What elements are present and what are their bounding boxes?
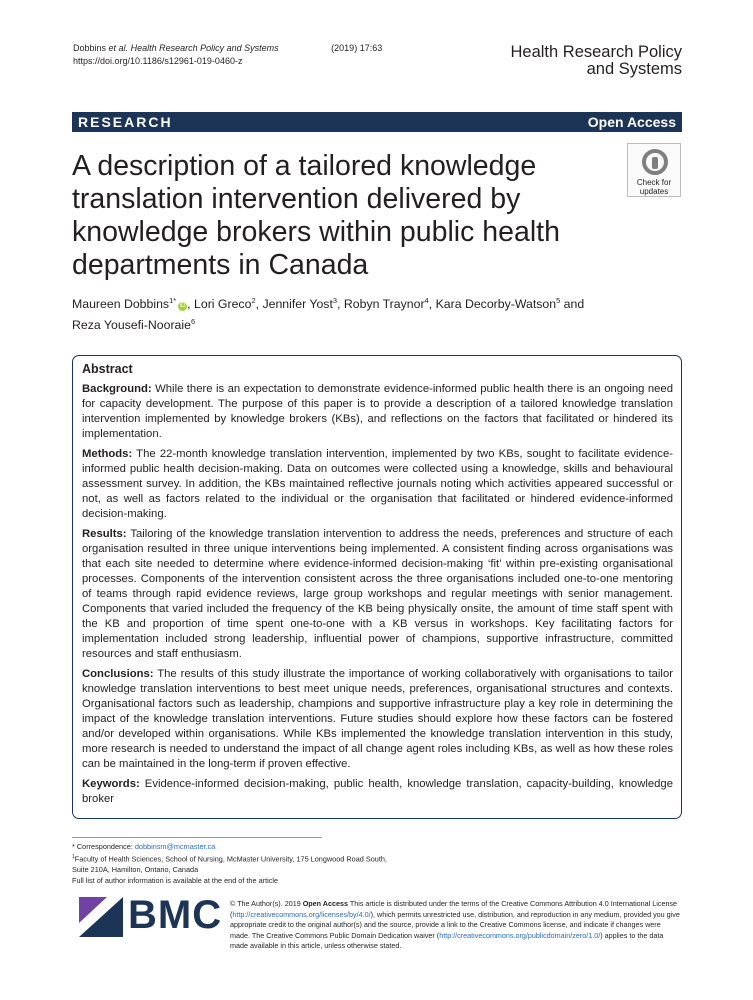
- conclusions-label: Conclusions:: [82, 668, 154, 680]
- author-sep: ,: [337, 297, 344, 312]
- bmc-logo: [72, 891, 223, 941]
- bmc-logo-text: BMC: [128, 893, 223, 937]
- author-affil: 2: [251, 296, 256, 305]
- check-for-updates-label: [628, 178, 680, 196]
- abstract-methods: [82, 447, 673, 522]
- license-text-3: ) applies to the data made available in this article, unless otherwise stated.: [230, 930, 664, 950]
- license-copyright: © The Author(s). 2019: [230, 899, 303, 908]
- bmc-logo-mark-accent: [79, 897, 107, 923]
- cite-authors: Dobbins: [73, 43, 107, 53]
- license-statement: [230, 899, 682, 952]
- license-text-1: This article is distributed under the terms of the Creative Commons Attribution 4.0 International License (: [230, 899, 678, 919]
- methods-label: Methods:: [82, 448, 133, 460]
- abstract-background: [82, 382, 673, 442]
- license-text-2: ), which permits unrestricted use, distribution, and reproduction in any medium, provided you give appropriate credit to the original author(s) and the source, provide a link to the Creative Commons license, and indicate if changes were made. The Creative Commons Public Domain Dedication waiver (: [230, 909, 680, 940]
- author-and: and: [560, 297, 585, 312]
- background-label: Background:: [82, 383, 152, 395]
- author-sep: ,: [428, 297, 436, 312]
- author-affil: 5: [556, 296, 561, 305]
- author-affil: 3: [332, 296, 338, 305]
- author-affil: 1*: [169, 296, 177, 305]
- abstract-box: [72, 355, 682, 819]
- check-for-updates-badge[interactable]: [627, 143, 681, 197]
- affiliation: [72, 852, 392, 875]
- correspondence: [72, 841, 392, 852]
- check-label-line2: updates: [639, 187, 669, 196]
- check-label-line1: Check for: [636, 178, 672, 187]
- correspondence-email-link[interactable]: dobbinsm@mcmaster.ca: [134, 842, 216, 851]
- citation-header: [73, 42, 382, 68]
- keywords-text: Evidence-informed decision-making, public health, knowledge translation, capacity-building, knowledge broker: [82, 778, 673, 805]
- journal-title-line2: and Systems: [586, 60, 682, 78]
- abstract-results: [82, 527, 673, 662]
- section-banner: [72, 112, 682, 132]
- crossmark-icon: [642, 149, 668, 175]
- author-sep: ,: [187, 297, 195, 312]
- section-label: RESEARCH: [78, 114, 173, 130]
- correspondence-label: * Correspondence:: [72, 842, 135, 851]
- methods-text: The 22-month knowledge translation intervention, implemented by two KBs, sought to facilitate evidence-informed public health decision-making. Data on outcomes were collected using a knowledge, skills and behavioural assessment survey. In addition, the KBs maintained reflective journals noting which activities appeared successful or not, as well as factors related to the individual or the organisation that facilitated or hindered evidence-informed decision-making.: [82, 448, 673, 520]
- results-text: Tailoring of the knowledge translation intervention to address the needs, preferences and structure of each organisation resulted in three unique interventions being implemented. A consistent finding across organisations was that each site needed to determine where evidence-informed decision-making ‘fit’ within pre-existing organisational processes. Components of the intervention consistent across the three organisations included one-to-one mentoring of teams through rapid evidence reviews, large group workshops and regular meetings with senior management. Components that varied included the frequency of the KB being physically onsite, the amount of time staff spent with the KB and proportion of time spent one-to-one with a KB versus in workshops. Key facilitating factors for implementation included strong leadership, influential power of champions, supportive infrastructure, committed resources and staff enthusiasm.: [82, 528, 673, 660]
- abstract-keywords: [82, 777, 673, 807]
- results-label: Results:: [82, 528, 127, 540]
- journal-title: [511, 44, 683, 78]
- footnote-divider: [72, 837, 322, 838]
- article-title: A description of a tailored knowledge translation intervention delivered by knowledge brokers within public health departments in Canada: [72, 150, 560, 281]
- footnotes: [72, 841, 392, 886]
- author-affil: 6: [190, 317, 196, 327]
- affiliation-number: 1: [72, 854, 75, 860]
- author-name: Lori Greco: [194, 297, 252, 312]
- cite-year-volume: (2019) 17:63: [331, 43, 383, 53]
- license-cc-by-link[interactable]: http://creativecommons.org/licenses/by/4.0/: [232, 909, 371, 919]
- author-name: Jennifer Yost: [262, 297, 333, 312]
- keywords-label: Keywords:: [82, 778, 140, 790]
- journal-title-line1: Health Research Policy: [510, 43, 682, 61]
- abstract-conclusions: [82, 667, 673, 772]
- author-name: Maureen Dobbins: [72, 297, 170, 312]
- cite-etal: et al.: [108, 43, 129, 53]
- full-author-info-note: Full list of author information is available at the end of the article: [72, 876, 279, 886]
- abstract-heading: Abstract: [82, 362, 133, 376]
- author-affil: 4: [424, 296, 429, 305]
- background-text: While there is an expectation to demonstrate evidence-informed public health there is an ongoing need for capacity development. The purpose of this paper is to provide a description of a tailored knowledge translation intervention implemented by knowledge brokers (KBs), and reflections on the factors that facilitated or hindered its implementation.: [82, 383, 673, 440]
- orcid-icon[interactable]: iD: [179, 303, 186, 310]
- author-name: Kara Decorby-Watson: [435, 297, 557, 312]
- license-open-access: Open Access: [302, 899, 348, 908]
- author-sep: ,: [255, 297, 263, 312]
- doi-link[interactable]: https://doi.org/10.1186/s12961-019-0460-z: [73, 56, 243, 66]
- author-name: Robyn Traynor: [343, 297, 425, 312]
- license-cc0-link[interactable]: http://creativecommons.org/publicdomain/zero/1.0/: [439, 930, 601, 940]
- author-name: Reza Yousefi-Nooraie: [72, 318, 191, 333]
- open-access-label: Open Access: [587, 114, 676, 130]
- author-list: [72, 292, 632, 334]
- affiliation-text: Faculty of Health Sciences, School of Nursing, McMaster University, 175 Longwood Road South, Suite 210A, Hamilton, Ontario, Canada: [72, 854, 387, 875]
- cite-journal: Health Research Policy and Systems: [130, 43, 279, 53]
- conclusions-text: The results of this study illustrate the importance of working collaboratively with organisations to tailor knowledge translation interventions to best meet unique needs, preferences, organisational structures and contexts. Organisational factors such as leadership, champions and supportive infrastructure play a key role in determining the impact of the knowledge translation interventions. Future studies should explore how these factors can be fostered and/or developed within organisations. While KBs implemented the knowledge translation intervention in this study, more research is needed to understand the impact of all change agent roles including KBs, as well as how these roles can be maintained in the long-term if proven effective.: [82, 668, 673, 770]
